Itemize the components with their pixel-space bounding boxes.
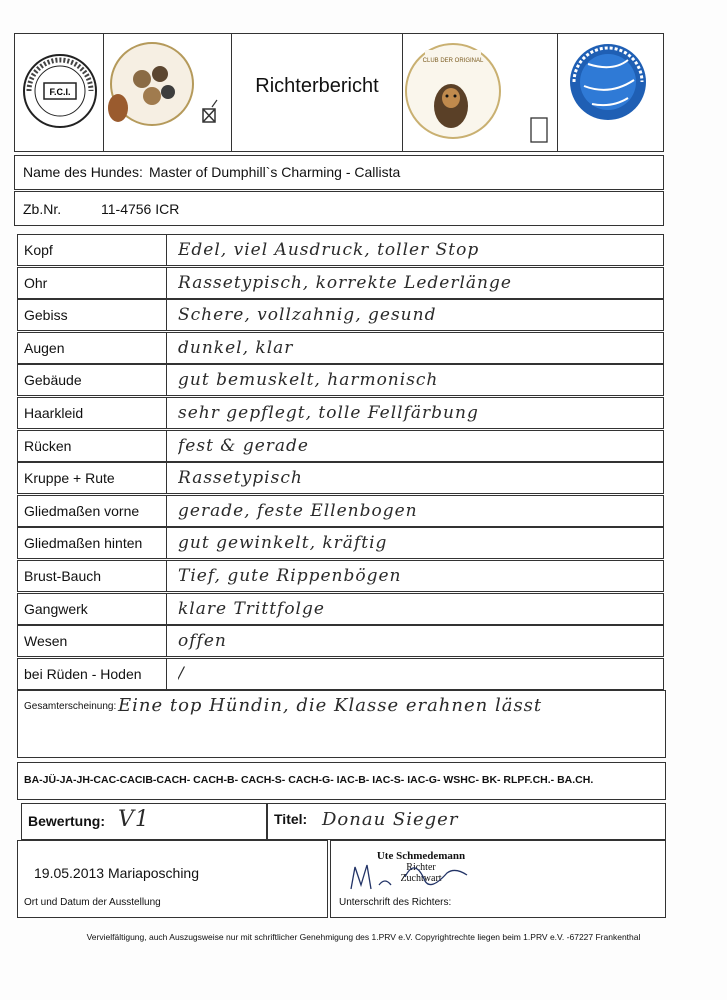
club-logo: [104, 34, 232, 151]
dog-name-label: Name des Hundes:: [23, 164, 143, 180]
title-label: Titel:: [274, 811, 308, 827]
judge-stamp-name: Ute Schmedemann: [376, 850, 466, 862]
page-title: Richterbericht: [232, 34, 403, 151]
assessment-label: Wesen: [18, 626, 167, 656]
assessment-row: [17, 364, 664, 396]
dog-name-value: Master of Dumphill`s Charming - Callista: [149, 164, 401, 180]
assessment-row: [17, 332, 664, 364]
assessment-value: offen: [178, 631, 227, 652]
assessment-label: Gebäude: [18, 365, 167, 395]
classes-list: BA-JÜ-JA-JH-CAC-CACIB-CACH- CACH-B- CACH-S- CACH-G- IAC-B- IAC-S- IAC-G- WSHC- BK- RLPF.CH.- BA.CH.: [24, 774, 594, 786]
assessment-label: Augen: [18, 333, 167, 363]
fci-logo: [15, 34, 104, 151]
assessment-row: [17, 430, 664, 462]
overall-label: Gesamterscheinung:: [24, 701, 117, 712]
overall-appearance-box: [17, 690, 666, 758]
title-value: Donau Sieger: [322, 809, 459, 830]
assessment-label: bei Rüden - Hoden: [18, 659, 167, 689]
rating-box: [21, 803, 267, 840]
assessment-row: [17, 234, 664, 266]
event-date-place: 19.05.2013 Mariaposching: [34, 865, 200, 881]
assessment-label: Kopf: [18, 235, 167, 265]
registration-value: 11-4756 ICR: [101, 201, 180, 217]
assessment-value: gut bemuskelt, harmonisch: [178, 370, 439, 391]
svg-text:F.C.I.: F.C.I.: [49, 87, 71, 97]
assessment-value: gerade, feste Ellenbogen: [178, 500, 418, 521]
assessment-label: Brust-Bauch: [18, 561, 167, 591]
classes-box: [17, 762, 666, 800]
assessment-row: [17, 462, 664, 494]
assessment-row: [17, 397, 664, 429]
yorkshire-club-logo: [403, 34, 558, 151]
alianz-canine-logo: [558, 34, 663, 151]
assessment-value: Schere, vollzahnig, gesund: [178, 305, 437, 326]
assessment-value: Tief, gute Rippenbögen: [178, 566, 402, 586]
assessment-label: Ohr: [18, 268, 167, 298]
assessment-row: [17, 560, 664, 592]
assessment-value: Rassetypisch: [178, 468, 303, 489]
event-caption: Ort und Datum der Ausstellung: [24, 897, 161, 908]
assessment-value: /: [178, 663, 185, 684]
assessment-label: Gebiss: [18, 300, 167, 330]
rating-value: V1: [118, 807, 150, 832]
registration-label: Zb.Nr.: [23, 201, 62, 217]
assessment-value: fest & gerade: [178, 435, 309, 456]
assessment-row: [17, 593, 664, 625]
assessment-label: Haarkleid: [18, 398, 167, 428]
assessment-label: Gangwerk: [18, 594, 167, 624]
assessment-value: dunkel, klar: [178, 337, 294, 358]
judge-box: [330, 840, 666, 918]
footer-copyright: Vervielfältigung, auch Auszugsweise nur mit schriftlicher Genehmigung des 1.PRV e.V. Copyrightrechte liegen beim 1.PRV e.V. -67227 Frankenthal: [86, 932, 641, 942]
assessment-value: klare Trittfolge: [178, 598, 325, 619]
judge-caption: Unterschrift des Richters:: [339, 897, 452, 908]
judge-signature: [345, 855, 485, 899]
judge-stamp-role1: Richter: [406, 862, 436, 873]
assessment-value: Edel, viel Ausdruck, toller Stop: [178, 240, 480, 260]
event-box: [17, 840, 328, 918]
assessment-value: gut gewinkelt, kräftig: [178, 533, 388, 554]
assessment-row: [17, 299, 664, 331]
assessment-row: [17, 267, 664, 299]
assessment-value: Rassetypisch, korrekte Lederlänge: [178, 272, 512, 293]
registration-row: [14, 191, 664, 226]
dog-name-row: [14, 155, 664, 190]
assessment-label: Kruppe + Rute: [18, 463, 167, 493]
rating-label: Bewertung:: [28, 813, 105, 829]
assessment-label: Gliedmaßen hinten: [18, 528, 167, 558]
judge-stamp-role2: Zuchtwart: [400, 873, 442, 884]
assessment-value: sehr gepflegt, tolle Fellfärbung: [178, 403, 479, 423]
assessment-row: [17, 495, 664, 527]
assessment-label: Rücken: [18, 431, 167, 461]
header-band: [14, 33, 664, 152]
assessment-row: [17, 527, 664, 559]
assessment-label: Gliedmaßen vorne: [18, 496, 167, 526]
overall-value: Eine top Hündin, die Klasse erahnen lässt: [118, 695, 543, 716]
assessment-row: [17, 658, 664, 690]
title-box: [267, 803, 666, 840]
assessment-row: [17, 625, 664, 657]
svg-text:CLUB DER ORIGINAL: CLUB DER ORIGINAL: [422, 58, 484, 64]
